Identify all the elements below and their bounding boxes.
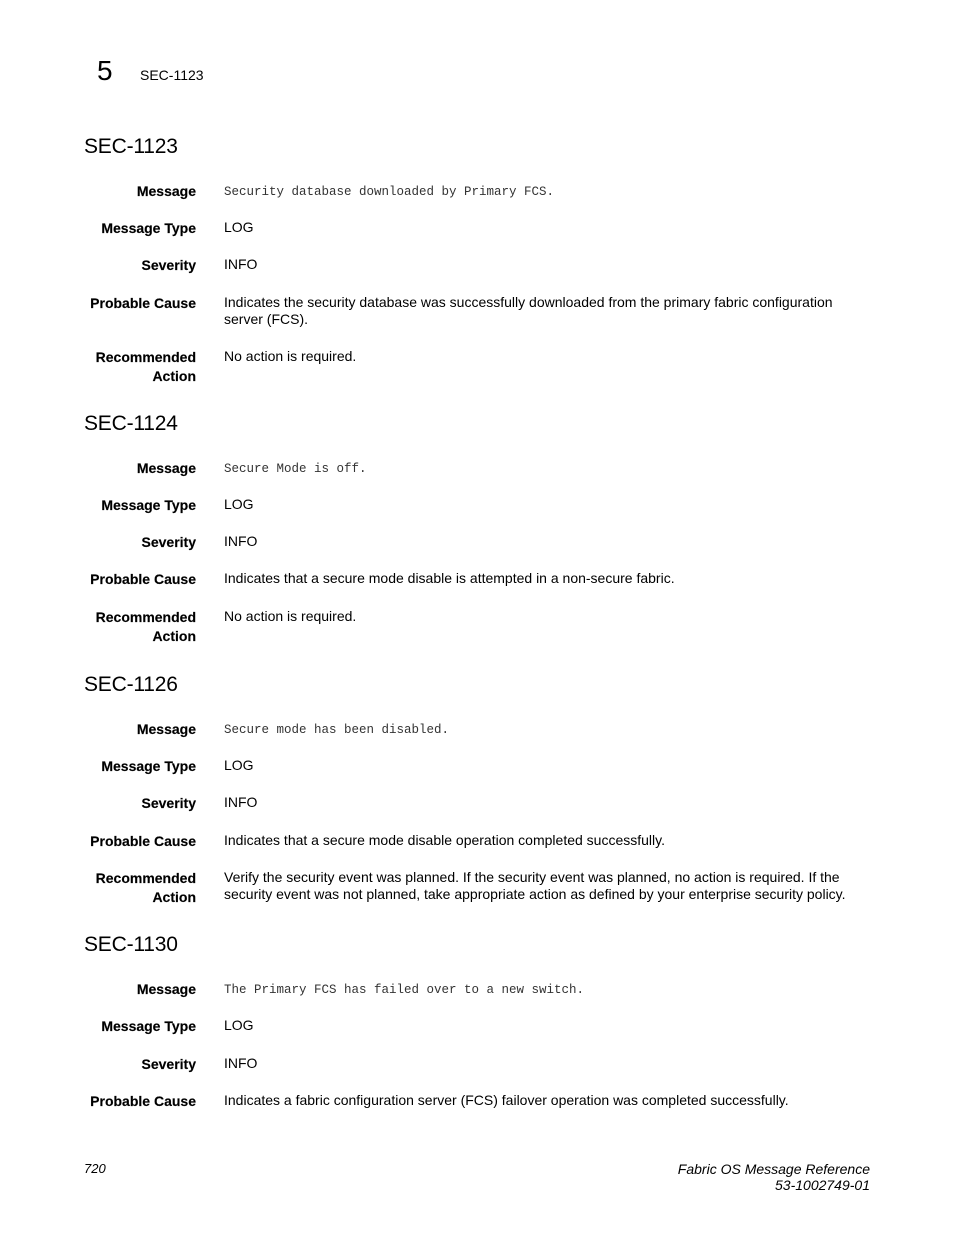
field-value: Indicates that a secure mode disable operation completed successfully.	[224, 832, 665, 848]
page-number: 720	[84, 1161, 106, 1176]
field-label: Severity	[141, 534, 196, 550]
field-value: INFO	[224, 256, 258, 272]
field-label: Probable Cause	[90, 833, 196, 849]
field-value: LOG	[224, 219, 254, 235]
field-value: INFO	[224, 1055, 258, 1071]
field-label: Severity	[141, 257, 196, 273]
field-value: Verify the security event was planned. If the security event was planned, no action is required. If the security event was not planned, take appropriate action as defined by your enterprise security policy.	[224, 869, 846, 902]
field-label: Message	[136, 981, 196, 997]
field-value: Security database downloaded by Primary FCS.	[224, 185, 555, 199]
running-title: SEC-1123	[140, 67, 204, 83]
chapter-number: 5	[97, 55, 113, 86]
field-label: Message	[136, 460, 196, 476]
section-title: SEC-1130	[84, 933, 178, 956]
field-value: LOG	[224, 757, 254, 773]
field-value: Indicates a fabric configuration server (FCS) failover operation was completed successfully.	[224, 1092, 789, 1108]
field-value: The Primary FCS has failed over to a new switch.	[224, 983, 585, 997]
field-value: Secure Mode is off.	[224, 462, 367, 476]
field-label: Probable Cause	[90, 1093, 196, 1109]
field-value: Indicates the security database was successfully downloaded from the primary fabric configuration server (FCS).	[224, 294, 833, 327]
field-value: LOG	[224, 496, 254, 512]
field-label: Probable Cause	[90, 295, 196, 311]
doc-info	[678, 1161, 870, 1193]
section-title: SEC-1124	[84, 412, 178, 435]
field-label: Message Type	[101, 220, 196, 236]
field-label: Message Type	[101, 1018, 196, 1034]
field-value: No action is required.	[224, 608, 357, 624]
field-label: Severity	[141, 1056, 196, 1072]
field-value: INFO	[224, 794, 258, 810]
section-title: SEC-1123	[84, 135, 178, 158]
field-label: Probable Cause	[90, 571, 196, 587]
field-label: Message Type	[101, 758, 196, 774]
field-label: Message Type	[101, 497, 196, 513]
field-label: Recommended Action	[95, 870, 196, 905]
field-value: Indicates that a secure mode disable is attempted in a non-secure fabric.	[224, 570, 675, 586]
field-value: INFO	[224, 533, 258, 549]
section-title: SEC-1126	[84, 673, 178, 696]
doc-number: 53-1002749-01	[775, 1177, 870, 1193]
field-label: Severity	[141, 795, 196, 811]
doc-title: Fabric OS Message Reference	[677, 1161, 870, 1177]
field-label: Message	[136, 183, 196, 199]
field-label: Message	[136, 721, 196, 737]
field-value: Secure mode has been disabled.	[224, 723, 450, 737]
field-value: LOG	[224, 1017, 254, 1033]
field-label: Recommended Action	[95, 609, 196, 644]
field-label: Recommended Action	[95, 349, 196, 384]
field-value: No action is required.	[224, 348, 357, 364]
